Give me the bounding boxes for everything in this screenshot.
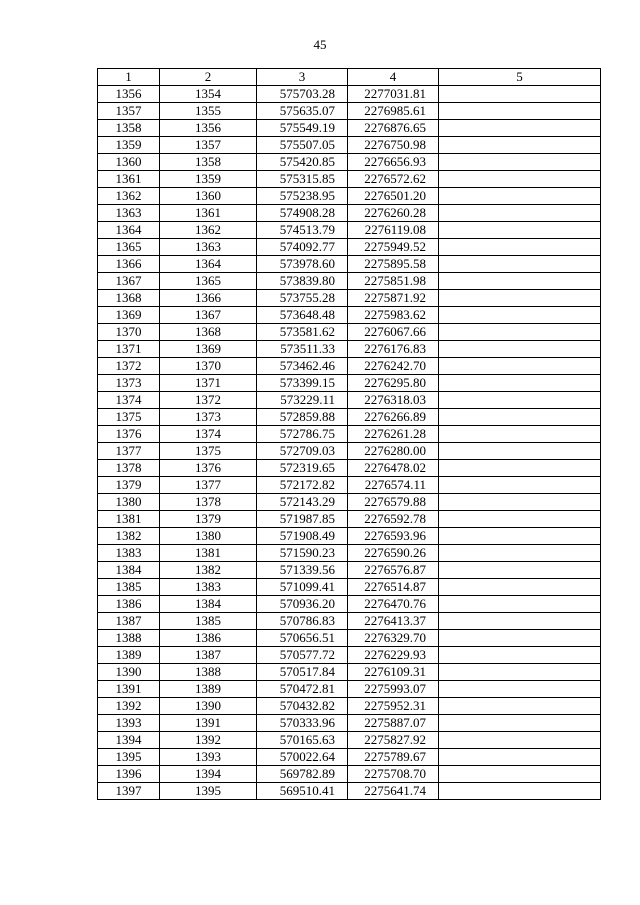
point-number-cell: 1375 (98, 409, 160, 426)
table-row (98, 613, 601, 630)
table-row (98, 528, 601, 545)
note-cell (439, 103, 601, 120)
note-cell (439, 511, 601, 528)
x-coordinate-cell: 571987.85 (257, 511, 348, 528)
previous-point-cell: 1358 (160, 154, 257, 171)
previous-point-cell: 1378 (160, 494, 257, 511)
x-coordinate-cell: 573581.62 (257, 324, 348, 341)
x-coordinate-cell: 572172.82 (257, 477, 348, 494)
note-cell (439, 460, 601, 477)
table-row (98, 205, 601, 222)
previous-point-cell: 1372 (160, 392, 257, 409)
point-number-cell: 1390 (98, 664, 160, 681)
table-row (98, 596, 601, 613)
previous-point-cell: 1392 (160, 732, 257, 749)
previous-point-cell: 1395 (160, 783, 257, 800)
table-row (98, 239, 601, 256)
x-coordinate-cell: 573511.33 (257, 341, 348, 358)
y-coordinate-cell: 2276572.62 (348, 171, 439, 188)
x-coordinate-cell: 570333.96 (257, 715, 348, 732)
previous-point-cell: 1355 (160, 103, 257, 120)
x-coordinate-cell: 571908.49 (257, 528, 348, 545)
note-cell (439, 528, 601, 545)
x-coordinate-cell: 572709.03 (257, 443, 348, 460)
x-coordinate-cell: 569510.41 (257, 783, 348, 800)
point-number-cell: 1358 (98, 120, 160, 137)
y-coordinate-cell: 2276470.76 (348, 596, 439, 613)
table-row (98, 749, 601, 766)
column-header-2: 2 (160, 69, 257, 86)
y-coordinate-cell: 2275895.58 (348, 256, 439, 273)
note-cell (439, 358, 601, 375)
table-row (98, 579, 601, 596)
x-coordinate-cell: 573755.28 (257, 290, 348, 307)
x-coordinate-cell: 573648.48 (257, 307, 348, 324)
y-coordinate-cell: 2277031.81 (348, 86, 439, 103)
y-coordinate-cell: 2275641.74 (348, 783, 439, 800)
note-cell (439, 613, 601, 630)
x-coordinate-cell: 573399.15 (257, 375, 348, 392)
y-coordinate-cell: 2276266.89 (348, 409, 439, 426)
note-cell (439, 783, 601, 800)
note-cell (439, 290, 601, 307)
point-number-cell: 1385 (98, 579, 160, 596)
previous-point-cell: 1380 (160, 528, 257, 545)
y-coordinate-cell: 2275789.67 (348, 749, 439, 766)
table-row (98, 426, 601, 443)
y-coordinate-cell: 2275993.07 (348, 681, 439, 698)
note-cell (439, 86, 601, 103)
note-cell (439, 324, 601, 341)
note-cell (439, 443, 601, 460)
x-coordinate-cell: 570577.72 (257, 647, 348, 664)
previous-point-cell: 1365 (160, 273, 257, 290)
y-coordinate-cell: 2276229.93 (348, 647, 439, 664)
note-cell (439, 477, 601, 494)
point-number-cell: 1389 (98, 647, 160, 664)
point-number-cell: 1370 (98, 324, 160, 341)
table-row (98, 715, 601, 732)
x-coordinate-cell: 571339.56 (257, 562, 348, 579)
x-coordinate-cell: 570656.51 (257, 630, 348, 647)
table-row (98, 188, 601, 205)
point-number-cell: 1381 (98, 511, 160, 528)
previous-point-cell: 1354 (160, 86, 257, 103)
note-cell (439, 426, 601, 443)
point-number-cell: 1372 (98, 358, 160, 375)
point-number-cell: 1356 (98, 86, 160, 103)
y-coordinate-cell: 2275851.98 (348, 273, 439, 290)
note-cell (439, 239, 601, 256)
previous-point-cell: 1367 (160, 307, 257, 324)
point-number-cell: 1388 (98, 630, 160, 647)
note-cell (439, 596, 601, 613)
x-coordinate-cell: 571590.23 (257, 545, 348, 562)
x-coordinate-cell: 575703.28 (257, 86, 348, 103)
coordinates-table (97, 68, 601, 800)
point-number-cell: 1386 (98, 596, 160, 613)
y-coordinate-cell: 2276295.80 (348, 375, 439, 392)
note-cell (439, 375, 601, 392)
x-coordinate-cell: 570165.63 (257, 732, 348, 749)
point-number-cell: 1374 (98, 392, 160, 409)
point-number-cell: 1359 (98, 137, 160, 154)
y-coordinate-cell: 2276593.96 (348, 528, 439, 545)
table-row (98, 103, 601, 120)
note-cell (439, 188, 601, 205)
point-number-cell: 1380 (98, 494, 160, 511)
previous-point-cell: 1386 (160, 630, 257, 647)
table-row (98, 664, 601, 681)
note-cell (439, 409, 601, 426)
y-coordinate-cell: 2276514.87 (348, 579, 439, 596)
point-number-cell: 1361 (98, 171, 160, 188)
note-cell (439, 494, 601, 511)
note-cell (439, 222, 601, 239)
point-number-cell: 1363 (98, 205, 160, 222)
column-header-5: 5 (439, 69, 601, 86)
x-coordinate-cell: 572143.29 (257, 494, 348, 511)
point-number-cell: 1397 (98, 783, 160, 800)
table-row (98, 324, 601, 341)
y-coordinate-cell: 2275871.92 (348, 290, 439, 307)
y-coordinate-cell: 2276109.31 (348, 664, 439, 681)
point-number-cell: 1373 (98, 375, 160, 392)
previous-point-cell: 1373 (160, 409, 257, 426)
previous-point-cell: 1379 (160, 511, 257, 528)
note-cell (439, 630, 601, 647)
note-cell (439, 256, 601, 273)
y-coordinate-cell: 2276329.70 (348, 630, 439, 647)
previous-point-cell: 1393 (160, 749, 257, 766)
x-coordinate-cell: 575238.95 (257, 188, 348, 205)
table-row (98, 375, 601, 392)
point-number-cell: 1384 (98, 562, 160, 579)
point-number-cell: 1368 (98, 290, 160, 307)
y-coordinate-cell: 2275827.92 (348, 732, 439, 749)
column-header-4: 4 (348, 69, 439, 86)
previous-point-cell: 1356 (160, 120, 257, 137)
note-cell (439, 732, 601, 749)
note-cell (439, 715, 601, 732)
table-row (98, 511, 601, 528)
table-row (98, 358, 601, 375)
table-row (98, 681, 601, 698)
point-number-cell: 1387 (98, 613, 160, 630)
previous-point-cell: 1391 (160, 715, 257, 732)
previous-point-cell: 1364 (160, 256, 257, 273)
x-coordinate-cell: 573229.11 (257, 392, 348, 409)
table-row (98, 460, 601, 477)
y-coordinate-cell: 2276579.88 (348, 494, 439, 511)
note-cell (439, 137, 601, 154)
previous-point-cell: 1360 (160, 188, 257, 205)
x-coordinate-cell: 570936.20 (257, 596, 348, 613)
y-coordinate-cell: 2276574.11 (348, 477, 439, 494)
x-coordinate-cell: 575420.85 (257, 154, 348, 171)
note-cell (439, 681, 601, 698)
table-row (98, 341, 601, 358)
previous-point-cell: 1368 (160, 324, 257, 341)
y-coordinate-cell: 2276478.02 (348, 460, 439, 477)
header-row (98, 69, 601, 86)
note-cell (439, 273, 601, 290)
note-cell (439, 392, 601, 409)
previous-point-cell: 1385 (160, 613, 257, 630)
point-number-cell: 1396 (98, 766, 160, 783)
x-coordinate-cell: 570517.84 (257, 664, 348, 681)
table-row (98, 154, 601, 171)
table-row (98, 545, 601, 562)
x-coordinate-cell: 575315.85 (257, 171, 348, 188)
point-number-cell: 1371 (98, 341, 160, 358)
y-coordinate-cell: 2276119.08 (348, 222, 439, 239)
x-coordinate-cell: 572859.88 (257, 409, 348, 426)
point-number-cell: 1394 (98, 732, 160, 749)
y-coordinate-cell: 2276280.00 (348, 443, 439, 460)
x-coordinate-cell: 575549.19 (257, 120, 348, 137)
previous-point-cell: 1387 (160, 647, 257, 664)
table-row (98, 630, 601, 647)
table-row (98, 137, 601, 154)
point-number-cell: 1383 (98, 545, 160, 562)
x-coordinate-cell: 574092.77 (257, 239, 348, 256)
table-row (98, 647, 601, 664)
table-row (98, 562, 601, 579)
x-coordinate-cell: 570432.82 (257, 698, 348, 715)
point-number-cell: 1357 (98, 103, 160, 120)
previous-point-cell: 1371 (160, 375, 257, 392)
previous-point-cell: 1363 (160, 239, 257, 256)
y-coordinate-cell: 2276590.26 (348, 545, 439, 562)
previous-point-cell: 1382 (160, 562, 257, 579)
point-number-cell: 1382 (98, 528, 160, 545)
note-cell (439, 766, 601, 783)
y-coordinate-cell: 2275949.52 (348, 239, 439, 256)
previous-point-cell: 1381 (160, 545, 257, 562)
table-row (98, 256, 601, 273)
previous-point-cell: 1376 (160, 460, 257, 477)
y-coordinate-cell: 2276501.20 (348, 188, 439, 205)
point-number-cell: 1395 (98, 749, 160, 766)
point-number-cell: 1393 (98, 715, 160, 732)
y-coordinate-cell: 2276261.28 (348, 426, 439, 443)
previous-point-cell: 1357 (160, 137, 257, 154)
table-body (98, 86, 601, 800)
table-row (98, 222, 601, 239)
column-header-1: 1 (98, 69, 160, 86)
note-cell (439, 579, 601, 596)
previous-point-cell: 1370 (160, 358, 257, 375)
y-coordinate-cell: 2276576.87 (348, 562, 439, 579)
y-coordinate-cell: 2276176.83 (348, 341, 439, 358)
point-number-cell: 1369 (98, 307, 160, 324)
x-coordinate-cell: 573839.80 (257, 273, 348, 290)
table-row (98, 120, 601, 137)
note-cell (439, 120, 601, 137)
point-number-cell: 1392 (98, 698, 160, 715)
point-number-cell: 1378 (98, 460, 160, 477)
note-cell (439, 647, 601, 664)
previous-point-cell: 1374 (160, 426, 257, 443)
table-row (98, 783, 601, 800)
note-cell (439, 545, 601, 562)
table-row (98, 766, 601, 783)
x-coordinate-cell: 573462.46 (257, 358, 348, 375)
table-row (98, 392, 601, 409)
table-row (98, 307, 601, 324)
table-row (98, 171, 601, 188)
table-row (98, 273, 601, 290)
point-number-cell: 1391 (98, 681, 160, 698)
point-number-cell: 1379 (98, 477, 160, 494)
x-coordinate-cell: 570786.83 (257, 613, 348, 630)
previous-point-cell: 1377 (160, 477, 257, 494)
y-coordinate-cell: 2276413.37 (348, 613, 439, 630)
previous-point-cell: 1359 (160, 171, 257, 188)
point-number-cell: 1362 (98, 188, 160, 205)
y-coordinate-cell: 2276876.65 (348, 120, 439, 137)
point-number-cell: 1365 (98, 239, 160, 256)
x-coordinate-cell: 573978.60 (257, 256, 348, 273)
x-coordinate-cell: 569782.89 (257, 766, 348, 783)
page-number: 45 (313, 37, 327, 52)
note-cell (439, 698, 601, 715)
table-row (98, 290, 601, 307)
point-number-cell: 1366 (98, 256, 160, 273)
note-cell (439, 171, 601, 188)
table-row (98, 494, 601, 511)
note-cell (439, 664, 601, 681)
x-coordinate-cell: 570022.64 (257, 749, 348, 766)
note-cell (439, 562, 601, 579)
table-row (98, 409, 601, 426)
note-cell (439, 307, 601, 324)
previous-point-cell: 1383 (160, 579, 257, 596)
previous-point-cell: 1361 (160, 205, 257, 222)
point-number-cell: 1377 (98, 443, 160, 460)
table-row (98, 732, 601, 749)
point-number-cell: 1360 (98, 154, 160, 171)
y-coordinate-cell: 2275708.70 (348, 766, 439, 783)
table-row (98, 443, 601, 460)
note-cell (439, 154, 601, 171)
y-coordinate-cell: 2276985.61 (348, 103, 439, 120)
previous-point-cell: 1384 (160, 596, 257, 613)
y-coordinate-cell: 2275887.07 (348, 715, 439, 732)
table-row (98, 86, 601, 103)
x-coordinate-cell: 574908.28 (257, 205, 348, 222)
x-coordinate-cell: 570472.81 (257, 681, 348, 698)
y-coordinate-cell: 2276750.98 (348, 137, 439, 154)
y-coordinate-cell: 2276592.78 (348, 511, 439, 528)
previous-point-cell: 1366 (160, 290, 257, 307)
y-coordinate-cell: 2276318.03 (348, 392, 439, 409)
y-coordinate-cell: 2275952.31 (348, 698, 439, 715)
x-coordinate-cell: 572786.75 (257, 426, 348, 443)
y-coordinate-cell: 2275983.62 (348, 307, 439, 324)
point-number-cell: 1376 (98, 426, 160, 443)
y-coordinate-cell: 2276242.70 (348, 358, 439, 375)
y-coordinate-cell: 2276656.93 (348, 154, 439, 171)
point-number-cell: 1367 (98, 273, 160, 290)
column-header-3: 3 (257, 69, 348, 86)
point-number-cell: 1364 (98, 222, 160, 239)
x-coordinate-cell: 572319.65 (257, 460, 348, 477)
previous-point-cell: 1388 (160, 664, 257, 681)
previous-point-cell: 1390 (160, 698, 257, 715)
x-coordinate-cell: 574513.79 (257, 222, 348, 239)
note-cell (439, 341, 601, 358)
note-cell (439, 749, 601, 766)
previous-point-cell: 1394 (160, 766, 257, 783)
x-coordinate-cell: 571099.41 (257, 579, 348, 596)
x-coordinate-cell: 575635.07 (257, 103, 348, 120)
previous-point-cell: 1375 (160, 443, 257, 460)
previous-point-cell: 1369 (160, 341, 257, 358)
previous-point-cell: 1362 (160, 222, 257, 239)
table-row (98, 477, 601, 494)
note-cell (439, 205, 601, 222)
x-coordinate-cell: 575507.05 (257, 137, 348, 154)
previous-point-cell: 1389 (160, 681, 257, 698)
y-coordinate-cell: 2276067.66 (348, 324, 439, 341)
y-coordinate-cell: 2276260.28 (348, 205, 439, 222)
table-row (98, 698, 601, 715)
